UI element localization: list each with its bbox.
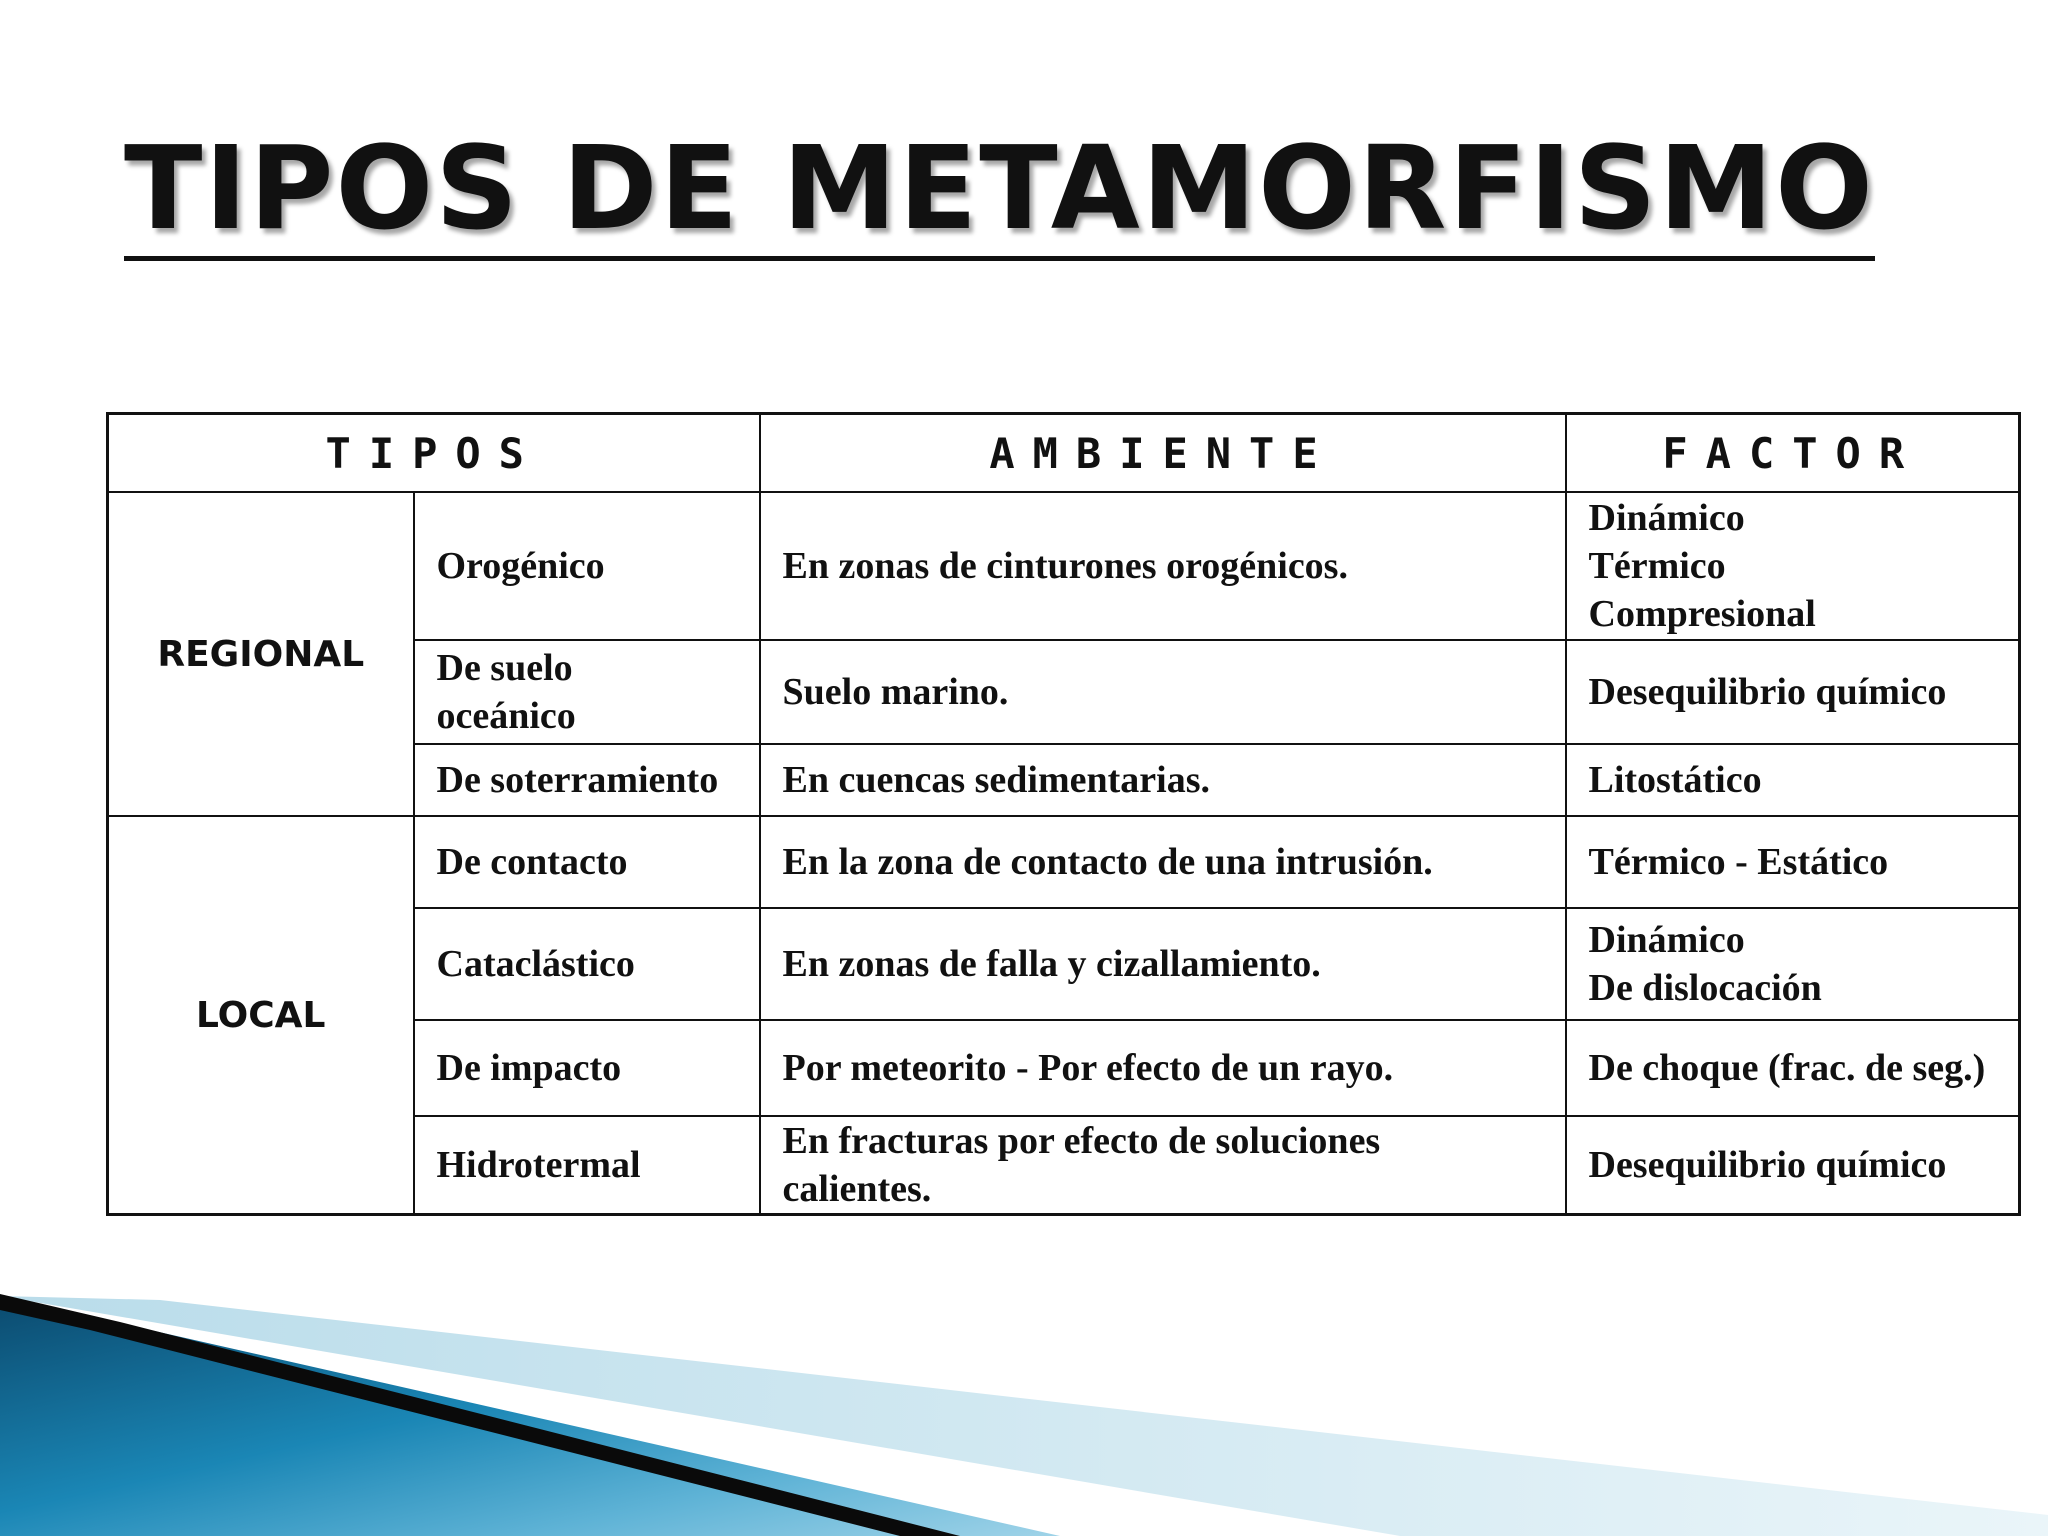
tipo-cell xyxy=(414,744,760,816)
tipo-cell xyxy=(414,492,760,640)
ambiente-text: Suelo marino. xyxy=(782,671,1009,713)
page-title: TIPOS DE METAMORFISMO xyxy=(124,124,1875,261)
tipo-text: De suelo xyxy=(436,647,573,689)
factor-cell xyxy=(1566,492,2020,640)
tipo-text: Cataclástico xyxy=(436,943,635,985)
tipo-cell xyxy=(414,1116,760,1215)
group-label-regional: REGIONAL xyxy=(108,492,414,816)
decorative-swoosh xyxy=(0,1260,2048,1536)
factor-cell xyxy=(1566,816,2020,908)
ambiente-cell xyxy=(760,492,1566,640)
factor-text: Dinámico xyxy=(1588,497,1745,539)
header-ambiente: AMBIENTE xyxy=(760,414,1566,493)
ambiente-cell xyxy=(760,1116,1566,1215)
tipo-cell xyxy=(414,908,760,1020)
table-row xyxy=(108,816,2020,908)
factor-text: De choque (frac. de seg.) xyxy=(1588,1047,1986,1089)
metamorphism-table xyxy=(106,412,2021,1216)
metamorphism-table-container xyxy=(106,412,2018,1216)
tipo-text: Hidrotermal xyxy=(436,1144,641,1186)
factor-text: Térmico - Estático xyxy=(1588,841,1889,883)
ambiente-text: En zonas de falla y cizallamiento. xyxy=(782,943,1321,985)
factor-cell xyxy=(1566,640,2020,744)
factor-cell xyxy=(1566,744,2020,816)
group-label-local: LOCAL xyxy=(108,816,414,1215)
factor-cell xyxy=(1566,1020,2020,1116)
ambiente-text: En zonas de cinturones orogénicos. xyxy=(782,545,1348,587)
factor-text: Desequilibrio químico xyxy=(1588,1144,1947,1186)
ambiente-cell xyxy=(760,1020,1566,1116)
ambiente-text: Por meteorito - Por efecto de un rayo. xyxy=(782,1047,1394,1089)
table-header-row xyxy=(108,414,2020,493)
table-row xyxy=(108,492,2020,640)
ambiente-text: En la zona de contacto de una intrusión. xyxy=(782,841,1433,883)
factor-cell xyxy=(1566,1116,2020,1215)
tipo-text: De contacto xyxy=(436,841,628,883)
tipo-cell xyxy=(414,640,760,744)
ambiente-text: En cuencas sedimentarias. xyxy=(782,759,1210,801)
ambiente-cell xyxy=(760,908,1566,1020)
ambiente-cell xyxy=(760,816,1566,908)
factor-text: De dislocación xyxy=(1588,967,1822,1009)
tipo-text: De impacto xyxy=(436,1047,622,1089)
factor-text: Dinámico xyxy=(1588,919,1745,961)
ambiente-cell xyxy=(760,640,1566,744)
tipo-cell xyxy=(414,1020,760,1116)
factor-text: Litostático xyxy=(1588,759,1762,801)
factor-text: Térmico xyxy=(1588,545,1726,587)
factor-text: Desequilibrio químico xyxy=(1588,671,1947,713)
tipo-text: Orogénico xyxy=(436,545,605,587)
tipo-text: De soterramiento xyxy=(436,759,719,801)
header-tipos: TIPOS xyxy=(108,414,760,493)
ambiente-text: calientes. xyxy=(782,1168,932,1210)
header-factor: FACTOR xyxy=(1566,414,2020,493)
factor-cell xyxy=(1566,908,2020,1020)
factor-text: Compresional xyxy=(1588,593,1816,635)
tipo-text: oceánico xyxy=(436,695,576,737)
tipo-cell xyxy=(414,816,760,908)
ambiente-text: En fracturas por efecto de soluciones xyxy=(782,1120,1381,1162)
ambiente-cell xyxy=(760,744,1566,816)
